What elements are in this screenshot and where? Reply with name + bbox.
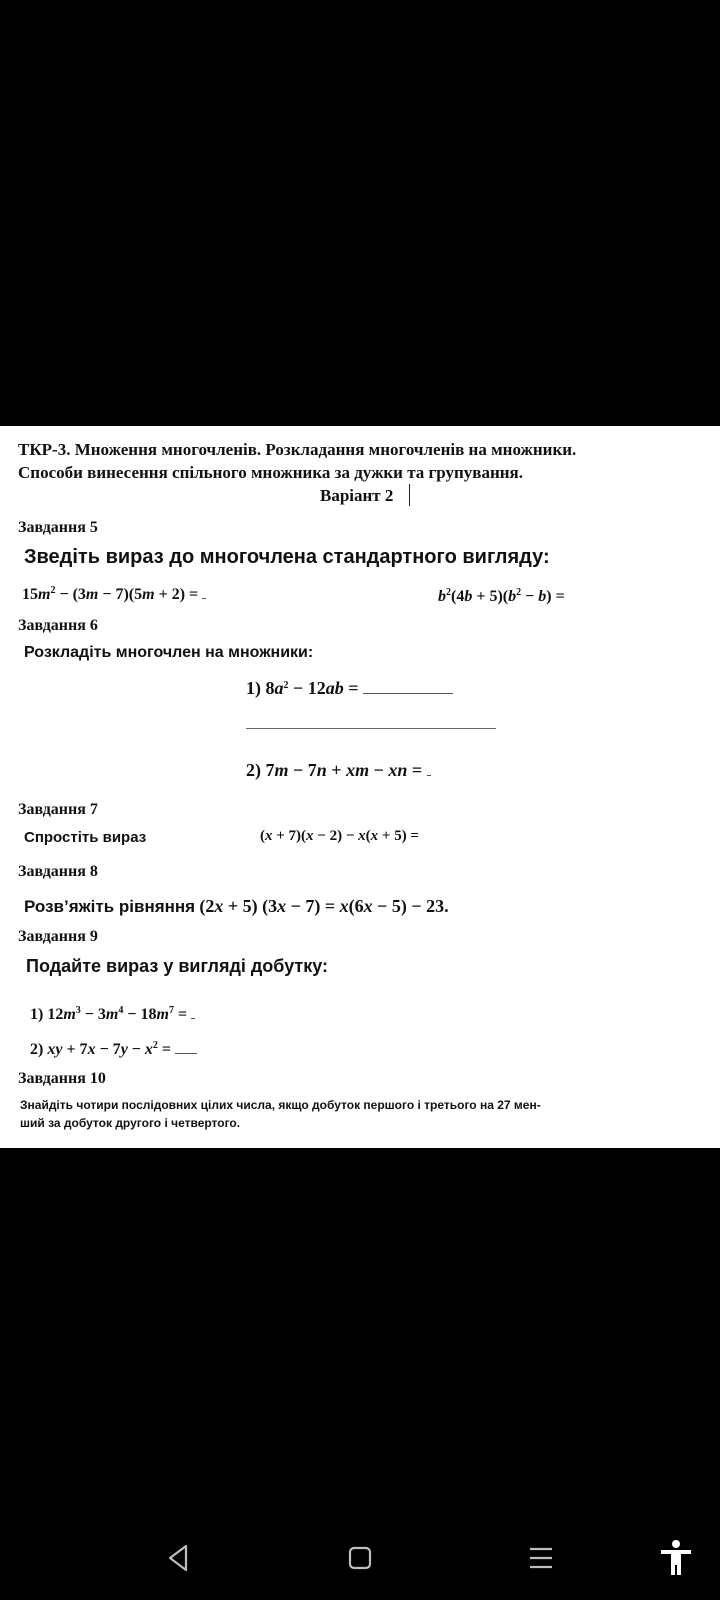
- task9-instruction: Подайте вираз у вигляді добутку:: [26, 956, 329, 976]
- task5-expression-right: $b^2(4b + 5)(b^2 - b)$ =: [438, 587, 565, 605]
- task8-heading: Завдання 8: [18, 863, 98, 880]
- worksheet-page: [0, 426, 720, 1148]
- task6-item1: 1) $8a^2 - 12ab$ =: [246, 678, 453, 699]
- back-button[interactable]: [150, 1530, 206, 1586]
- accessibility-button[interactable]: [648, 1530, 704, 1586]
- task9-item1-number: 1): [30, 1006, 44, 1023]
- task6-item2: 2) 7m − 7n + xm − xn =: [246, 760, 431, 781]
- task6-item2-number: 2): [246, 760, 261, 780]
- back-icon: [165, 1543, 191, 1573]
- task9-item2: 2) xy + $7x - 7y - x^2$ =: [30, 1041, 197, 1059]
- task6-item1-number: 1): [246, 678, 261, 698]
- task8-equation: (2x + 5) (3x − 7) = x(6x − 5) − 23.: [199, 896, 449, 916]
- home-button[interactable]: [332, 1530, 388, 1586]
- recents-button[interactable]: [513, 1530, 569, 1586]
- recents-icon: [527, 1545, 555, 1571]
- task5-instruction: Зведіть вираз до многочлена стандартного вигляду:: [24, 546, 550, 568]
- task7-heading: Завдання 7: [18, 801, 98, 818]
- task8-line: [24, 896, 449, 917]
- task10-text-line2: ший за добуток другого і четвертого.: [20, 1116, 241, 1130]
- task10-heading: Завдання 10: [18, 1070, 106, 1087]
- worksheet-title-line1: ТКР-3. Множення многочленів. Розкладання многочленів на множники.: [18, 440, 577, 459]
- task9-heading: Завдання 9: [18, 928, 98, 945]
- task10-text-line1: Знайдіть чотири послідовних цілих числа, якщо добуток першого і третього на 27 мен-: [20, 1098, 541, 1112]
- task7-instruction: Спростіть вираз: [24, 829, 147, 846]
- accessibility-icon: [659, 1539, 693, 1577]
- task9-item1: 1) $12m^3 - 3m^4 - 18m^7$ =: [30, 1006, 195, 1024]
- task5-expression-left: $15m^2 - (3m - 7)(5m + 2)$ =: [22, 586, 206, 604]
- system-navigation-bar: [0, 1520, 720, 1600]
- task9-item2-number: 2): [30, 1041, 44, 1058]
- worksheet-title-line2: Способи винесення спільного множника за дужки та групування.: [18, 463, 524, 482]
- answer-line: [246, 728, 496, 729]
- task6-instruction: Розкладіть многочлен на множники:: [24, 644, 314, 661]
- task8-instruction: Розв’яжіть рівняння: [24, 897, 196, 916]
- home-icon: [347, 1545, 373, 1571]
- text-cursor: [409, 484, 410, 506]
- task7-expression: (x + 7)(x − 2) − x(x + 5) =: [260, 828, 419, 844]
- task6-heading: Завдання 6: [18, 617, 98, 634]
- task5-heading: Завдання 5: [18, 519, 98, 536]
- variant-label: Варіант 2: [320, 486, 394, 505]
